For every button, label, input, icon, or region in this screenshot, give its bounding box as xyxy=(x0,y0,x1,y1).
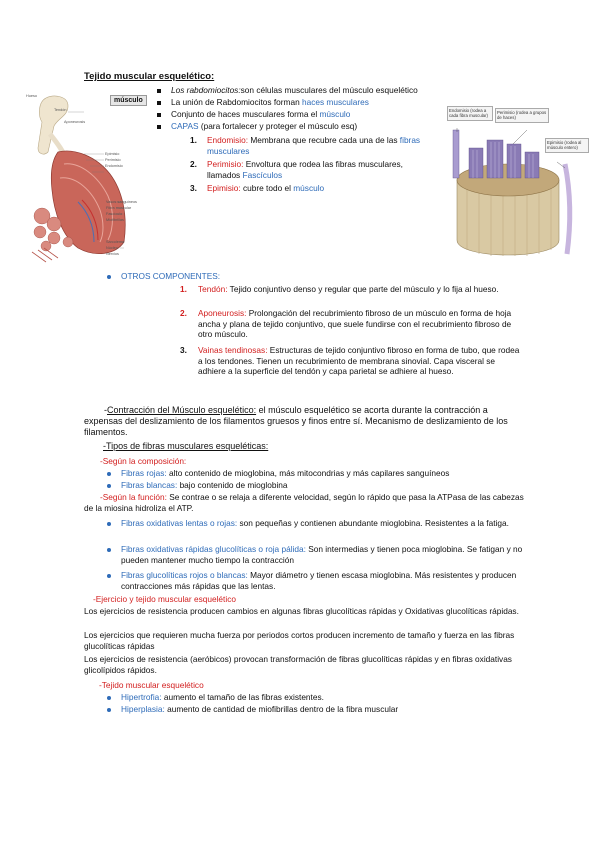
capa-perimisio: Perimisio: Envoltura que rodea las fibras musculares, llamados Fascículos xyxy=(207,159,403,180)
intro-item-3-text: Conjunto de haces musculares forma el xyxy=(171,109,320,119)
tejido-heading: -Tejido muscular esquelético xyxy=(99,680,204,690)
otros-vainas: Vainas tendinosas: Estructuras de tejido conjuntivo fibroso en forma de tubo, que rodea a los tendones. Tienen un recubrimiento de membrana sinovial. Capa visceral se adhiere a la superficie del tendón y capa parietal se adhiere al hueso. xyxy=(198,345,520,377)
bullet-square xyxy=(157,89,161,93)
ejercicio-heading: -Ejercicio y tejido muscular esquelético xyxy=(93,594,236,604)
comp-heading: -Según la composición: xyxy=(100,456,187,466)
bullet xyxy=(107,484,111,488)
otros-heading: OTROS COMPONENTES: xyxy=(121,271,221,281)
otros-number: 2. xyxy=(180,308,187,318)
comp-item-rojas: Fibras rojas: alto contenido de mioglobina, más mitocondrias y más capilares sanguíneos xyxy=(121,468,450,478)
label-fibra: Fibra muscular xyxy=(106,206,132,210)
bullet xyxy=(107,548,111,552)
bullet xyxy=(107,708,111,712)
muscle-layers-figure xyxy=(447,104,589,266)
label-epimisio-right: Epimisio (rodea al músculo entero) xyxy=(545,138,589,153)
label-hueso: Hueso xyxy=(26,94,37,98)
label-endomisio: Endomisio xyxy=(105,164,123,168)
ejercicio-paragraph-1: Los ejercicios de resistencia producen cambios en algunas fibras glucolíticas rápidas y Oxidativas glucolíticas rápidas. xyxy=(84,606,519,616)
page-title: Tejido muscular esquelético: xyxy=(84,71,215,82)
intro-item-2 xyxy=(171,97,369,108)
intro-item-2-term: haces musculares xyxy=(301,97,369,107)
intro-item-4-text: (para fortalecer y proteger el músculo esq) xyxy=(198,121,358,131)
label-perimisio-right: Perimisio (rodea a grupos de haces) xyxy=(495,108,549,123)
ejercicio-paragraph-2: Los ejercicios que requieren mucha fuerza por periodos cortos producen incremento de tamaño y fuerza en las fibras glucolíticas rápidas xyxy=(84,630,515,651)
intro-item-3 xyxy=(171,109,350,120)
otros-tendon: Tendón: Tejido conjuntivo denso y regular que parte del músculo y lo fija al hueso. xyxy=(198,284,499,294)
capa-number: 1. xyxy=(190,135,197,145)
label-perimisio: Perimisio xyxy=(105,158,121,162)
intro-item-1-term: Los rabdomiocitos: xyxy=(171,85,241,95)
label-nucleo: Núcleo xyxy=(106,246,118,250)
label-endomisio-right: Endomisio (rodea a cada fibra muscular) xyxy=(447,106,493,121)
tejido-item-hiperplasia: Hiperplasia: aumento de cantidad de miofibrillas dentro de la fibra muscular xyxy=(121,704,399,714)
label-sarcolema: Sarcolema xyxy=(106,240,125,244)
bullet-square xyxy=(157,113,161,117)
label-nervios: Nervios xyxy=(106,252,119,256)
tejido-item-hipertrofia: Hipertrofia: aumento el tamaño de las fibras existentes. xyxy=(121,692,324,702)
intro-item-1-text: son células musculares del músculo esquelético xyxy=(240,85,418,95)
muscle-anatomy-figure xyxy=(24,92,143,264)
ejercicio-paragraph-3: Los ejercicios de resistencia (aeróbicos) provocan transformación de fibras glucolíticas rápidas y en fibras oxidativas glicolípidos rápidos. xyxy=(84,654,512,675)
otros-number: 3. xyxy=(180,345,187,355)
bullet xyxy=(107,574,111,578)
intro-item-2-text: La unión de Rabdomiocitos forman xyxy=(171,97,302,107)
func-item-glucoliticas: Fibras glucolíticas rojos o blancas: Mayor diámetro y tienen escasa mioglobina. Más resistentes y producen contracciones más rápidas que las lentas. xyxy=(121,570,517,591)
label-tendon: Tendón xyxy=(54,108,67,112)
bullet xyxy=(107,472,111,476)
bullet-square xyxy=(157,101,161,105)
capa-number: 2. xyxy=(190,159,197,169)
tipos-title: -Tipos de fibras musculares esqueléticas: xyxy=(103,441,269,451)
label-miofibrillas: Miofibrillas xyxy=(106,218,124,222)
label-vasos: Vasos sanguíneos xyxy=(106,200,137,204)
contraccion-paragraph: -Contracción del Músculo esquelético: el músculo esquelético se acorta durante la contracción a expensas del deslizamiento de los filamentos gruesos y finos entre sí. Mecanismo de deslizamiento de los filamentos. xyxy=(84,405,508,437)
comp-item-blancas: Fibras blancas: bajo contenido de mioglobina xyxy=(121,480,288,490)
bullet xyxy=(107,275,111,279)
capa-epimisio: Epimisio: cubre todo el músculo xyxy=(207,183,325,193)
bullet-square xyxy=(157,125,161,129)
intro-item-4 xyxy=(171,121,357,132)
capa-endomisio: Endomisio: Membrana que recubre cada una de las fibras musculares xyxy=(207,135,421,156)
intro-item-1 xyxy=(171,85,418,96)
capa-number: 3. xyxy=(190,183,197,193)
otros-number: 1. xyxy=(180,284,187,294)
otros-aponeurosis: Aponeurosis: Prolongación del recubrimiento fibroso de un músculo en forma de hoja ancha y plana de tejido conjuntivo, que suele fundirse con el recubrimiento fibroso de otro músculo. xyxy=(198,308,512,340)
label-aponeurosis: Aponeurosis xyxy=(64,120,86,124)
label-fasciculo: Fascículo xyxy=(106,212,123,216)
func-item-rapidas: Fibras oxidativas rápidas glucolíticas o roja pálida: Son intermedias y tienen poca mioglobina. Se fatigan y no pueden mantener mucho tiempo la contracción xyxy=(121,544,523,565)
func-paragraph: -Según la función: Se contrae o se relaja a diferente velocidad, según lo rápido que pasa la ATPasa de las cabezas de la miosina hidroliza el ATP. xyxy=(84,492,524,513)
bullet xyxy=(107,522,111,526)
figure-badge: músculo xyxy=(110,95,147,106)
intro-item-3-term: músculo xyxy=(319,109,351,119)
bullet xyxy=(107,696,111,700)
intro-item-4-term: CAPAS xyxy=(171,121,199,131)
label-epimisio: Epimisio xyxy=(105,152,120,156)
func-item-lentas: Fibras oxidativas lentas o rojas: son pequeñas y contienen abundante mioglobina. Resistentes a la fatiga. xyxy=(121,518,509,528)
